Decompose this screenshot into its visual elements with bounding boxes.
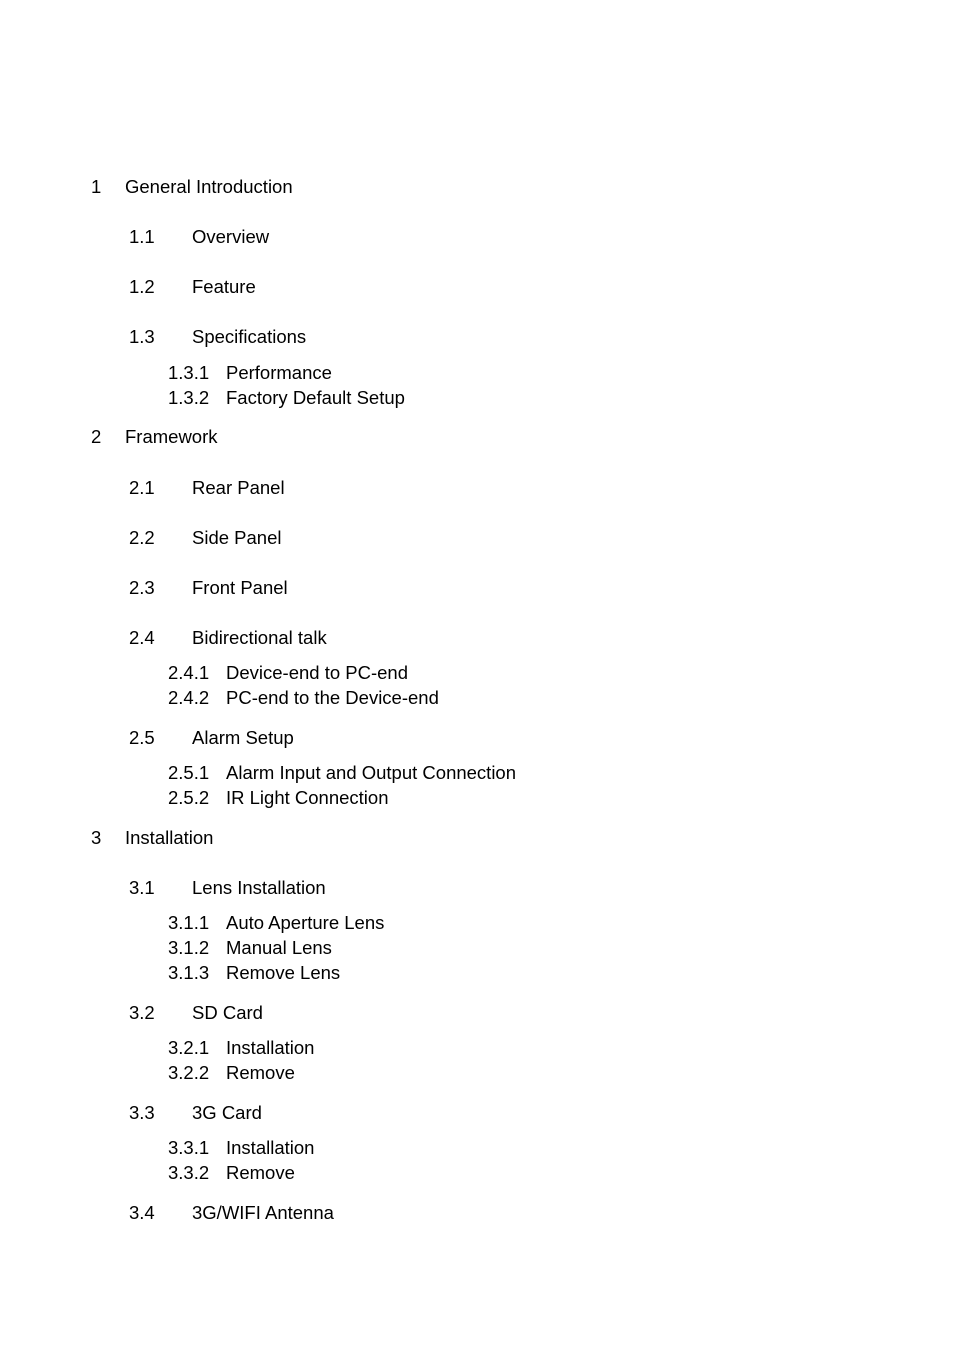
toc-entry-number: 1.2 <box>129 276 155 297</box>
toc-entry-title: Front Panel <box>192 577 288 598</box>
toc-entry-number: 2.5.1 <box>168 762 210 783</box>
toc-entry-number: 1.3 <box>129 326 155 347</box>
toc-entry-number: 3.3.2 <box>168 1162 210 1183</box>
toc-entry-title: SD Card <box>192 1002 263 1023</box>
toc-entry-title: Lens Installation <box>192 877 326 898</box>
toc-entry-number: 2.4 <box>129 627 155 648</box>
toc-entry-title: Installation <box>226 1137 315 1158</box>
toc-entry-title: IR Light Connection <box>226 787 389 808</box>
toc-entry-number: 3.1.3 <box>168 962 210 983</box>
toc-entry-number: 1.1 <box>129 226 155 247</box>
toc-entry-title: Performance <box>226 362 332 383</box>
toc-entry-number: 3.3 <box>129 1102 155 1123</box>
toc-entry-title: PC-end to the Device-end <box>226 687 439 708</box>
toc-entry-title: Remove <box>226 1162 295 1183</box>
toc-entry-number: 2.1 <box>129 477 155 498</box>
toc-entry-number: 3.2.2 <box>168 1062 210 1083</box>
toc-entry-number: 1.3.2 <box>168 387 210 408</box>
toc-entry-number: 3.1.1 <box>168 912 210 933</box>
toc-entry-title: Installation <box>226 1037 315 1058</box>
toc-entry-title: Bidirectional talk <box>192 627 327 648</box>
toc-entry-number: 3.1 <box>129 877 155 898</box>
toc-entry-title: Installation <box>125 827 214 848</box>
toc-entry-title: Factory Default Setup <box>226 387 405 408</box>
toc-entry-number: 3.3.1 <box>168 1137 210 1158</box>
toc-entry-title: 3G/WIFI Antenna <box>192 1202 334 1223</box>
toc-entry-title: Manual Lens <box>226 937 332 958</box>
toc-entry-title: Auto Aperture Lens <box>226 912 385 933</box>
toc-entry-number: 3 <box>91 827 102 848</box>
toc-entry-title: Overview <box>192 226 270 247</box>
toc-entry-number: 2.3 <box>129 577 155 598</box>
toc-entry-number: 2.2 <box>129 527 155 548</box>
toc-entry-number: 1.3.1 <box>168 362 210 383</box>
toc-entry-title: Feature <box>192 276 256 297</box>
toc-entry-number: 3.2.1 <box>168 1037 210 1058</box>
toc-entry-number: 3.1.2 <box>168 937 210 958</box>
toc-entry-number: 3.2 <box>129 1002 155 1023</box>
toc-entry-title: Remove Lens <box>226 962 341 983</box>
toc-entry-title: Alarm Setup <box>192 727 294 748</box>
toc-entry-number: 1 <box>91 176 102 197</box>
toc-entry-number: 2 <box>91 426 102 447</box>
toc-entry-title: Side Panel <box>192 527 282 548</box>
toc-entry-title: 3G Card <box>192 1102 262 1123</box>
toc-entry-title: Remove <box>226 1062 295 1083</box>
toc-entry-title: Framework <box>125 426 218 447</box>
toc-entry-number: 2.5.2 <box>168 787 210 808</box>
toc-entry-title: Specifications <box>192 326 307 347</box>
toc-entry-title: Rear Panel <box>192 477 285 498</box>
toc-entry-title: Alarm Input and Output Connection <box>226 762 517 783</box>
toc-entry-title: Device-end to PC-end <box>226 662 409 683</box>
toc-entry-number: 2.4.1 <box>168 662 210 683</box>
toc-entry-title: General Introduction <box>125 176 293 197</box>
toc-entry-number: 2.4.2 <box>168 687 210 708</box>
toc-entry-number: 3.4 <box>129 1202 155 1223</box>
toc-entry-number: 2.5 <box>129 727 155 748</box>
